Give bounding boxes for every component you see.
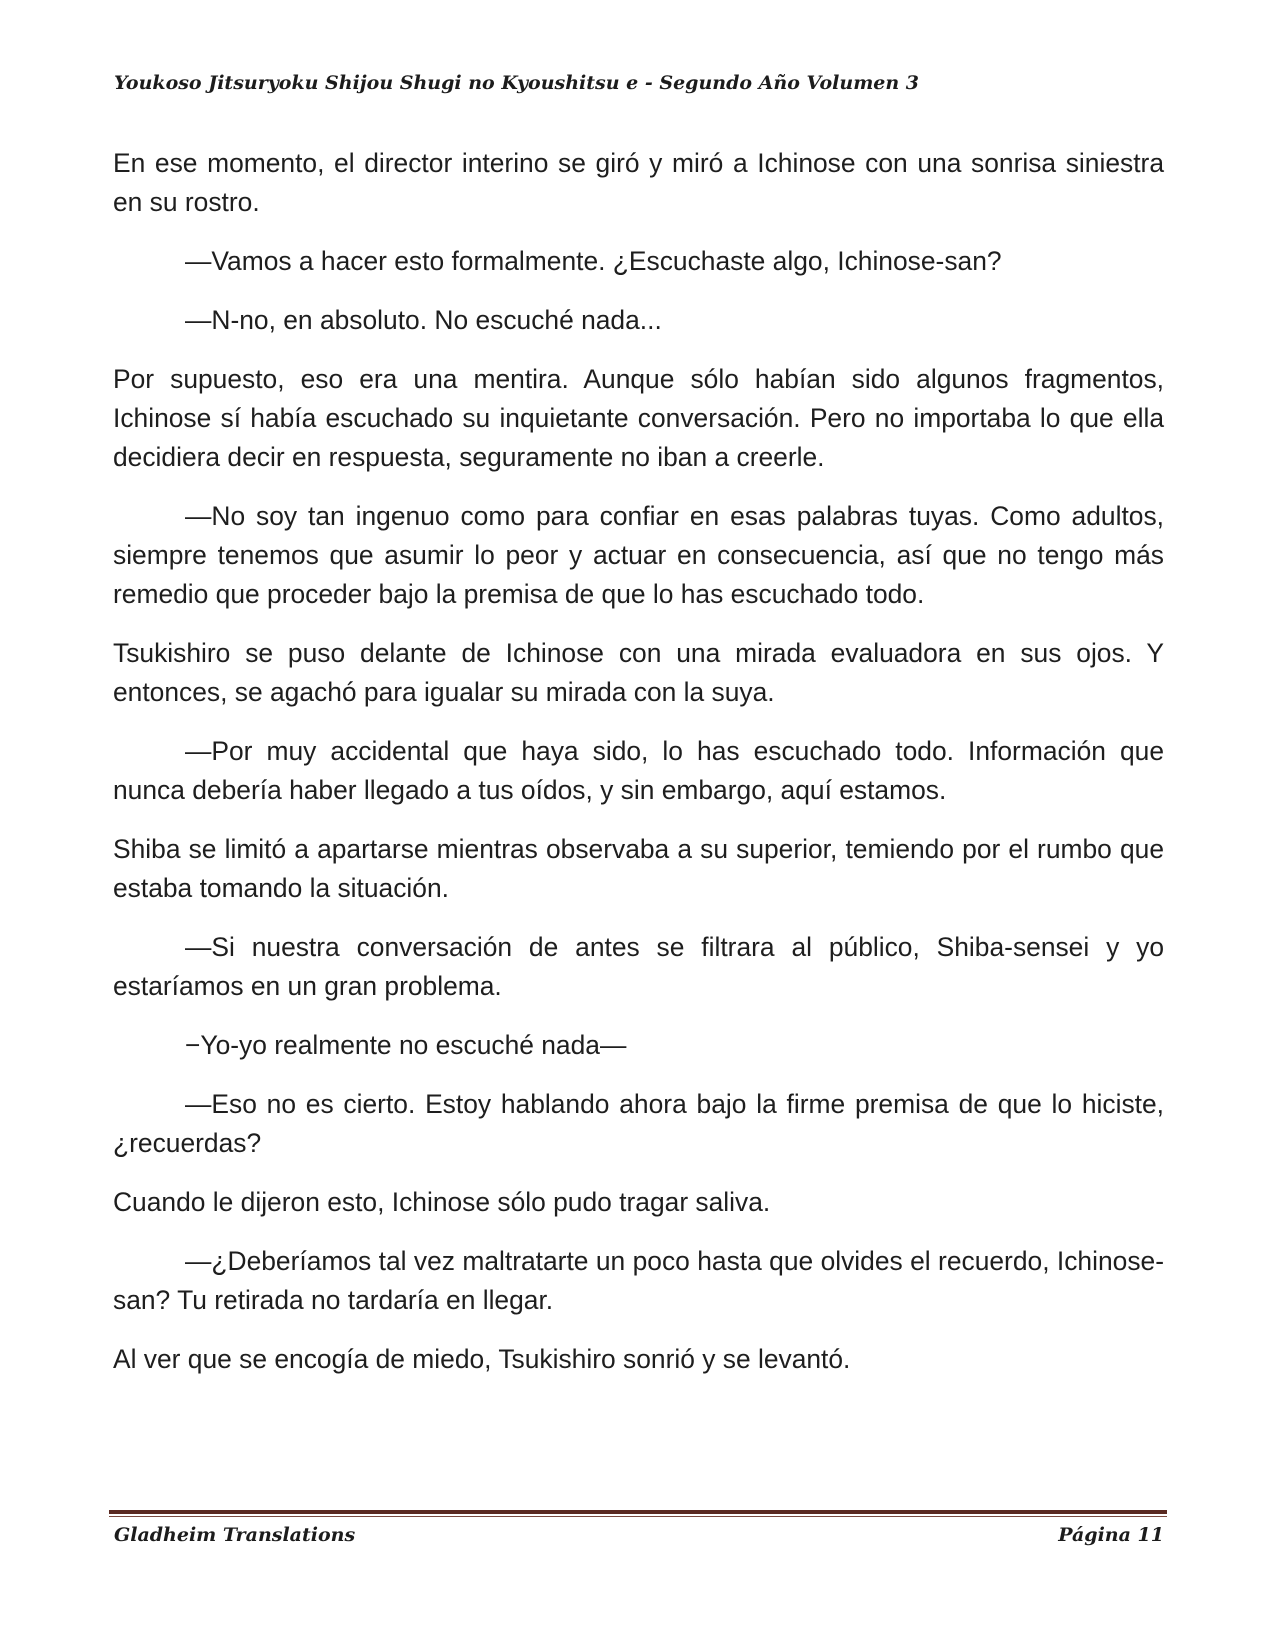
paragraph: Cuando le dijeron esto, Ichinose sólo pudo tragar saliva. <box>113 1187 771 1217</box>
dialogue-paragraph: —Vamos a hacer esto formalmente. ¿Escuchaste algo, Ichinose-san? <box>185 246 1002 276</box>
dialogue-paragraph: —Eso no es cierto. Estoy hablando ahora bajo la firme premisa de que lo hiciste, ¿recuerdas? <box>113 1089 1164 1158</box>
running-header: Youkoso Jitsuryoku Shijou Shugi no Kyoushitsu e - Segundo Año Volumen 3 <box>114 72 920 94</box>
dialogue-paragraph: —¿Deberíamos tal vez maltratarte un poco hasta que olvides el recuerdo, Ichinose-san? Tu retirada no tardaría en llegar. <box>113 1246 1164 1315</box>
paragraph: Shiba se limitó a apartarse mientras observaba a su superior, temiendo por el rumbo que estaba tomando la situación. <box>113 834 1164 903</box>
paragraph: Tsukishiro se puso delante de Ichinose con una mirada evaluadora en sus ojos. Y entonces, se agachó para igualar su mirada con la suya. <box>113 638 1164 707</box>
paragraph: Al ver que se encogía de miedo, Tsukishiro sonrió y se levantó. <box>113 1344 851 1374</box>
footer-divider-thin <box>109 1516 1167 1517</box>
body-text <box>113 144 1164 1399</box>
page-number: Página 11 <box>1058 1524 1164 1546</box>
footer-divider-thick <box>109 1510 1167 1514</box>
paragraph: Por supuesto, eso era una mentira. Aunque sólo habían sido algunos fragmentos, Ichinose sí había escuchado su inquietante conversación. Pero no importaba lo que ella decidiera decir en respuesta, seguramente no iban a creerle. <box>113 364 1164 472</box>
dialogue-paragraph: —Si nuestra conversación de antes se filtrara al público, Shiba-sensei y yo estaríamos en un gran problema. <box>113 932 1164 1001</box>
dialogue-paragraph: −Yo-yo realmente no escuché nada— <box>185 1030 627 1060</box>
paragraph: En ese momento, el director interino se giró y miró a Ichinose con una sonrisa siniestra en su rostro. <box>113 148 1164 217</box>
footer-divider <box>109 1510 1167 1517</box>
dialogue-paragraph: —No soy tan ingenuo como para confiar en esas palabras tuyas. Como adultos, siempre tenemos que asumir lo peor y actuar en consecuencia, así que no tengo más remedio que proceder bajo la premisa de que lo has escuchado todo. <box>113 501 1164 609</box>
footer-credit: Gladheim Translations <box>114 1524 356 1546</box>
dialogue-paragraph: —Por muy accidental que haya sido, lo has escuchado todo. Información que nunca debería haber llegado a tus oídos, y sin embargo, aquí estamos. <box>113 736 1164 805</box>
dialogue-paragraph: —N-no, en absoluto. No escuché nada... <box>185 305 662 335</box>
